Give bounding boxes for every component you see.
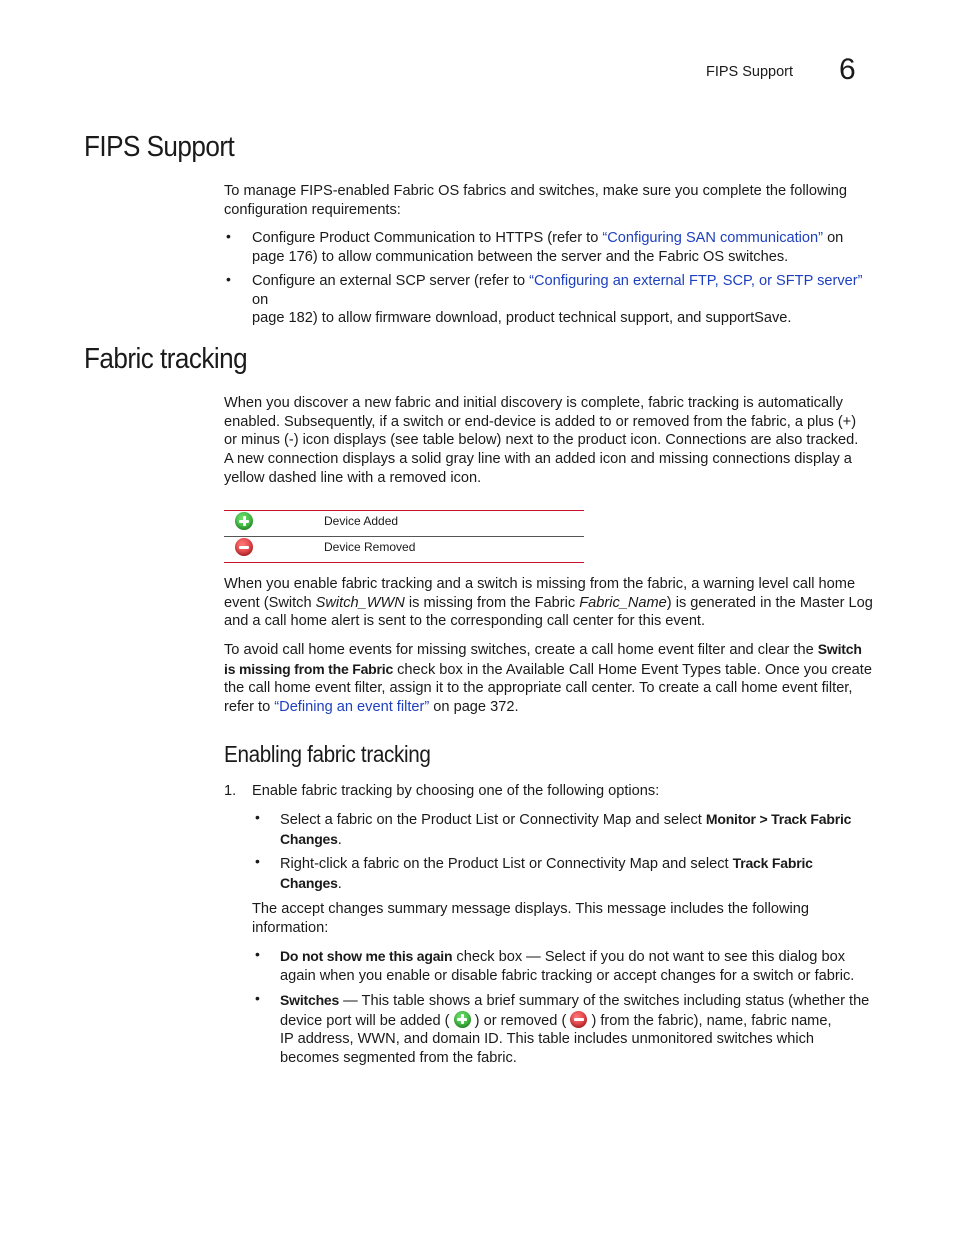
bullet-dot: •	[255, 809, 260, 825]
bullet-dot: •	[255, 853, 260, 869]
link-configuring-external-server[interactable]: “Configuring an external FTP, SCP, or SFTP server”	[529, 273, 863, 289]
running-header-section: FIPS Support	[706, 64, 794, 80]
step-text: Enable fabric tracking by choosing one of the following options:	[252, 783, 660, 799]
tracking-para-3: To avoid call home events for missing switches, create a call home event filter and clear the Switch is missing from the Fabric check box in the Available Call Home Event Types table. Once you create the call home event filter, assign it to the appropriate call center. To create a call home event filter, refer to “Defining an event filter” on page 372.	[224, 641, 872, 716]
bullet-dot: •	[255, 990, 260, 1006]
summary-text: The accept changes summary message displays. This message includes the following information:	[252, 901, 809, 936]
plus-icon	[235, 512, 253, 530]
plus-icon-inline	[454, 1011, 471, 1028]
chapter-number: 6	[839, 53, 856, 86]
bullet-dot: •	[226, 271, 231, 287]
table-label-device-added: Device Added	[324, 514, 399, 528]
table-bottom-rule	[224, 562, 584, 563]
option-monitor-menu: Select a fabric on the Product List or Connectivity Map and select Monitor > Track Fabric Changes.	[280, 811, 852, 848]
step-number: 1.	[224, 783, 237, 799]
tracking-para-2: When you enable fabric tracking and a switch is missing from the fabric, a warning level call home event (Switch Switch_WWN is missing from the Fabric Fabric_Name) is generated in the Master Log and a call home alert is sent to the corresponding call center for this event.	[224, 576, 873, 630]
minus-icon	[235, 538, 253, 556]
link-defining-event-filter[interactable]: “Defining an event filter”	[274, 699, 430, 716]
table-label-device-removed: Device Removed	[324, 540, 416, 554]
tracking-para-1: When you discover a new fabric and initial discovery is complete, fabric tracking is automatically enabled. Subsequently, if a switch or end-device is added to or removed from the fabric, a plus (+) or minus (-) icon displays (see table below) next to the product icon. Connections are also tracked. A new connection displays a solid gray line with an added icon and missing connections display a yellow dashed line with a removed icon.	[224, 395, 859, 486]
item-switches: Switches — This table shows a brief summary of the switches including status (whether the device port will be added ( ) or removed ( ) from the fabric), name, fabric name, IP address, WWN, and domain ID. This table includes unmonitored switches which becomes segmented from the fabric.	[280, 992, 870, 1067]
table-row-divider	[224, 536, 584, 537]
fips-bullet-scp: Configure an external SCP server (refer to “Configuring an external FTP, SCP, or SFTP server” on page 182) to allow firmware download, product technical support, and supportSave.	[252, 273, 863, 327]
fips-bullet-https: Configure Product Communication to HTTPS (refer to “Configuring SAN communication” on page 176) to allow communication between the server and the Fabric OS switches.	[252, 230, 844, 265]
minus-icon-inline	[570, 1011, 587, 1028]
link-configuring-san-communication[interactable]: “Configuring SAN communication”	[602, 230, 824, 246]
heading-fips-support: FIPS Support	[84, 131, 235, 163]
bullet-dot: •	[255, 946, 260, 962]
heading-fabric-tracking: Fabric tracking	[84, 343, 248, 375]
bullet-dot: •	[226, 228, 231, 244]
fips-intro: To manage FIPS-enabled Fabric OS fabrics and switches, make sure you complete the following configuration requirements:	[224, 183, 847, 218]
heading-enabling-fabric-tracking: Enabling fabric tracking	[224, 741, 431, 767]
option-right-click: Right-click a fabric on the Product List or Connectivity Map and select Track Fabric Changes.	[280, 855, 813, 892]
table-top-rule	[224, 510, 584, 511]
item-do-not-show: Do not show me this again check box — Select if you do not want to see this dialog box again when you enable or disable fabric tracking or accept changes for a switch or fabric.	[280, 948, 855, 984]
